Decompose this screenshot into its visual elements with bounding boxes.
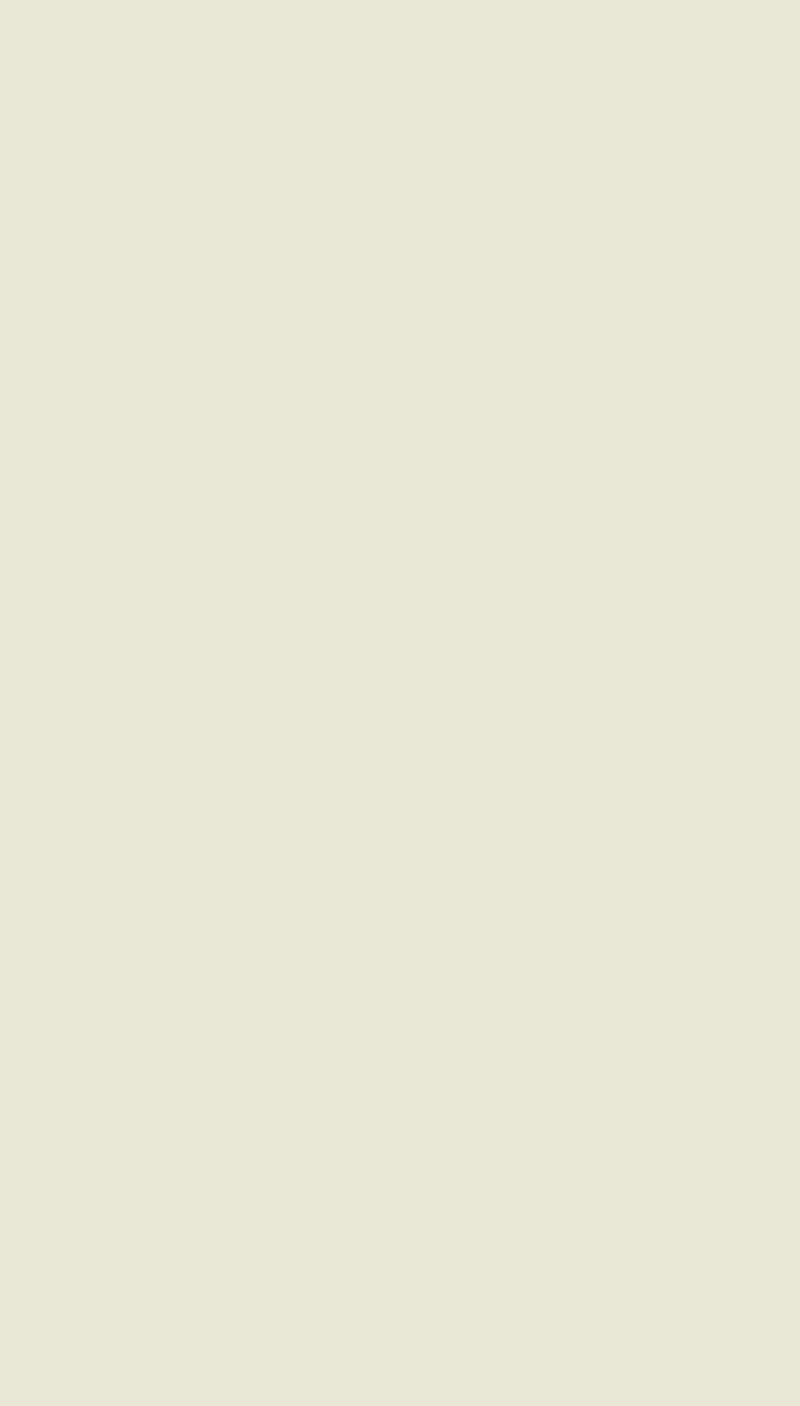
recipe-row <box>184 1014 754 1051</box>
page-body <box>124 140 774 144</box>
page-header <box>124 78 774 118</box>
page-body-middle <box>124 742 774 1007</box>
page-body-continued <box>124 1110 774 1132</box>
recipe-list <box>184 1014 754 1088</box>
recipe-row <box>184 1051 754 1088</box>
